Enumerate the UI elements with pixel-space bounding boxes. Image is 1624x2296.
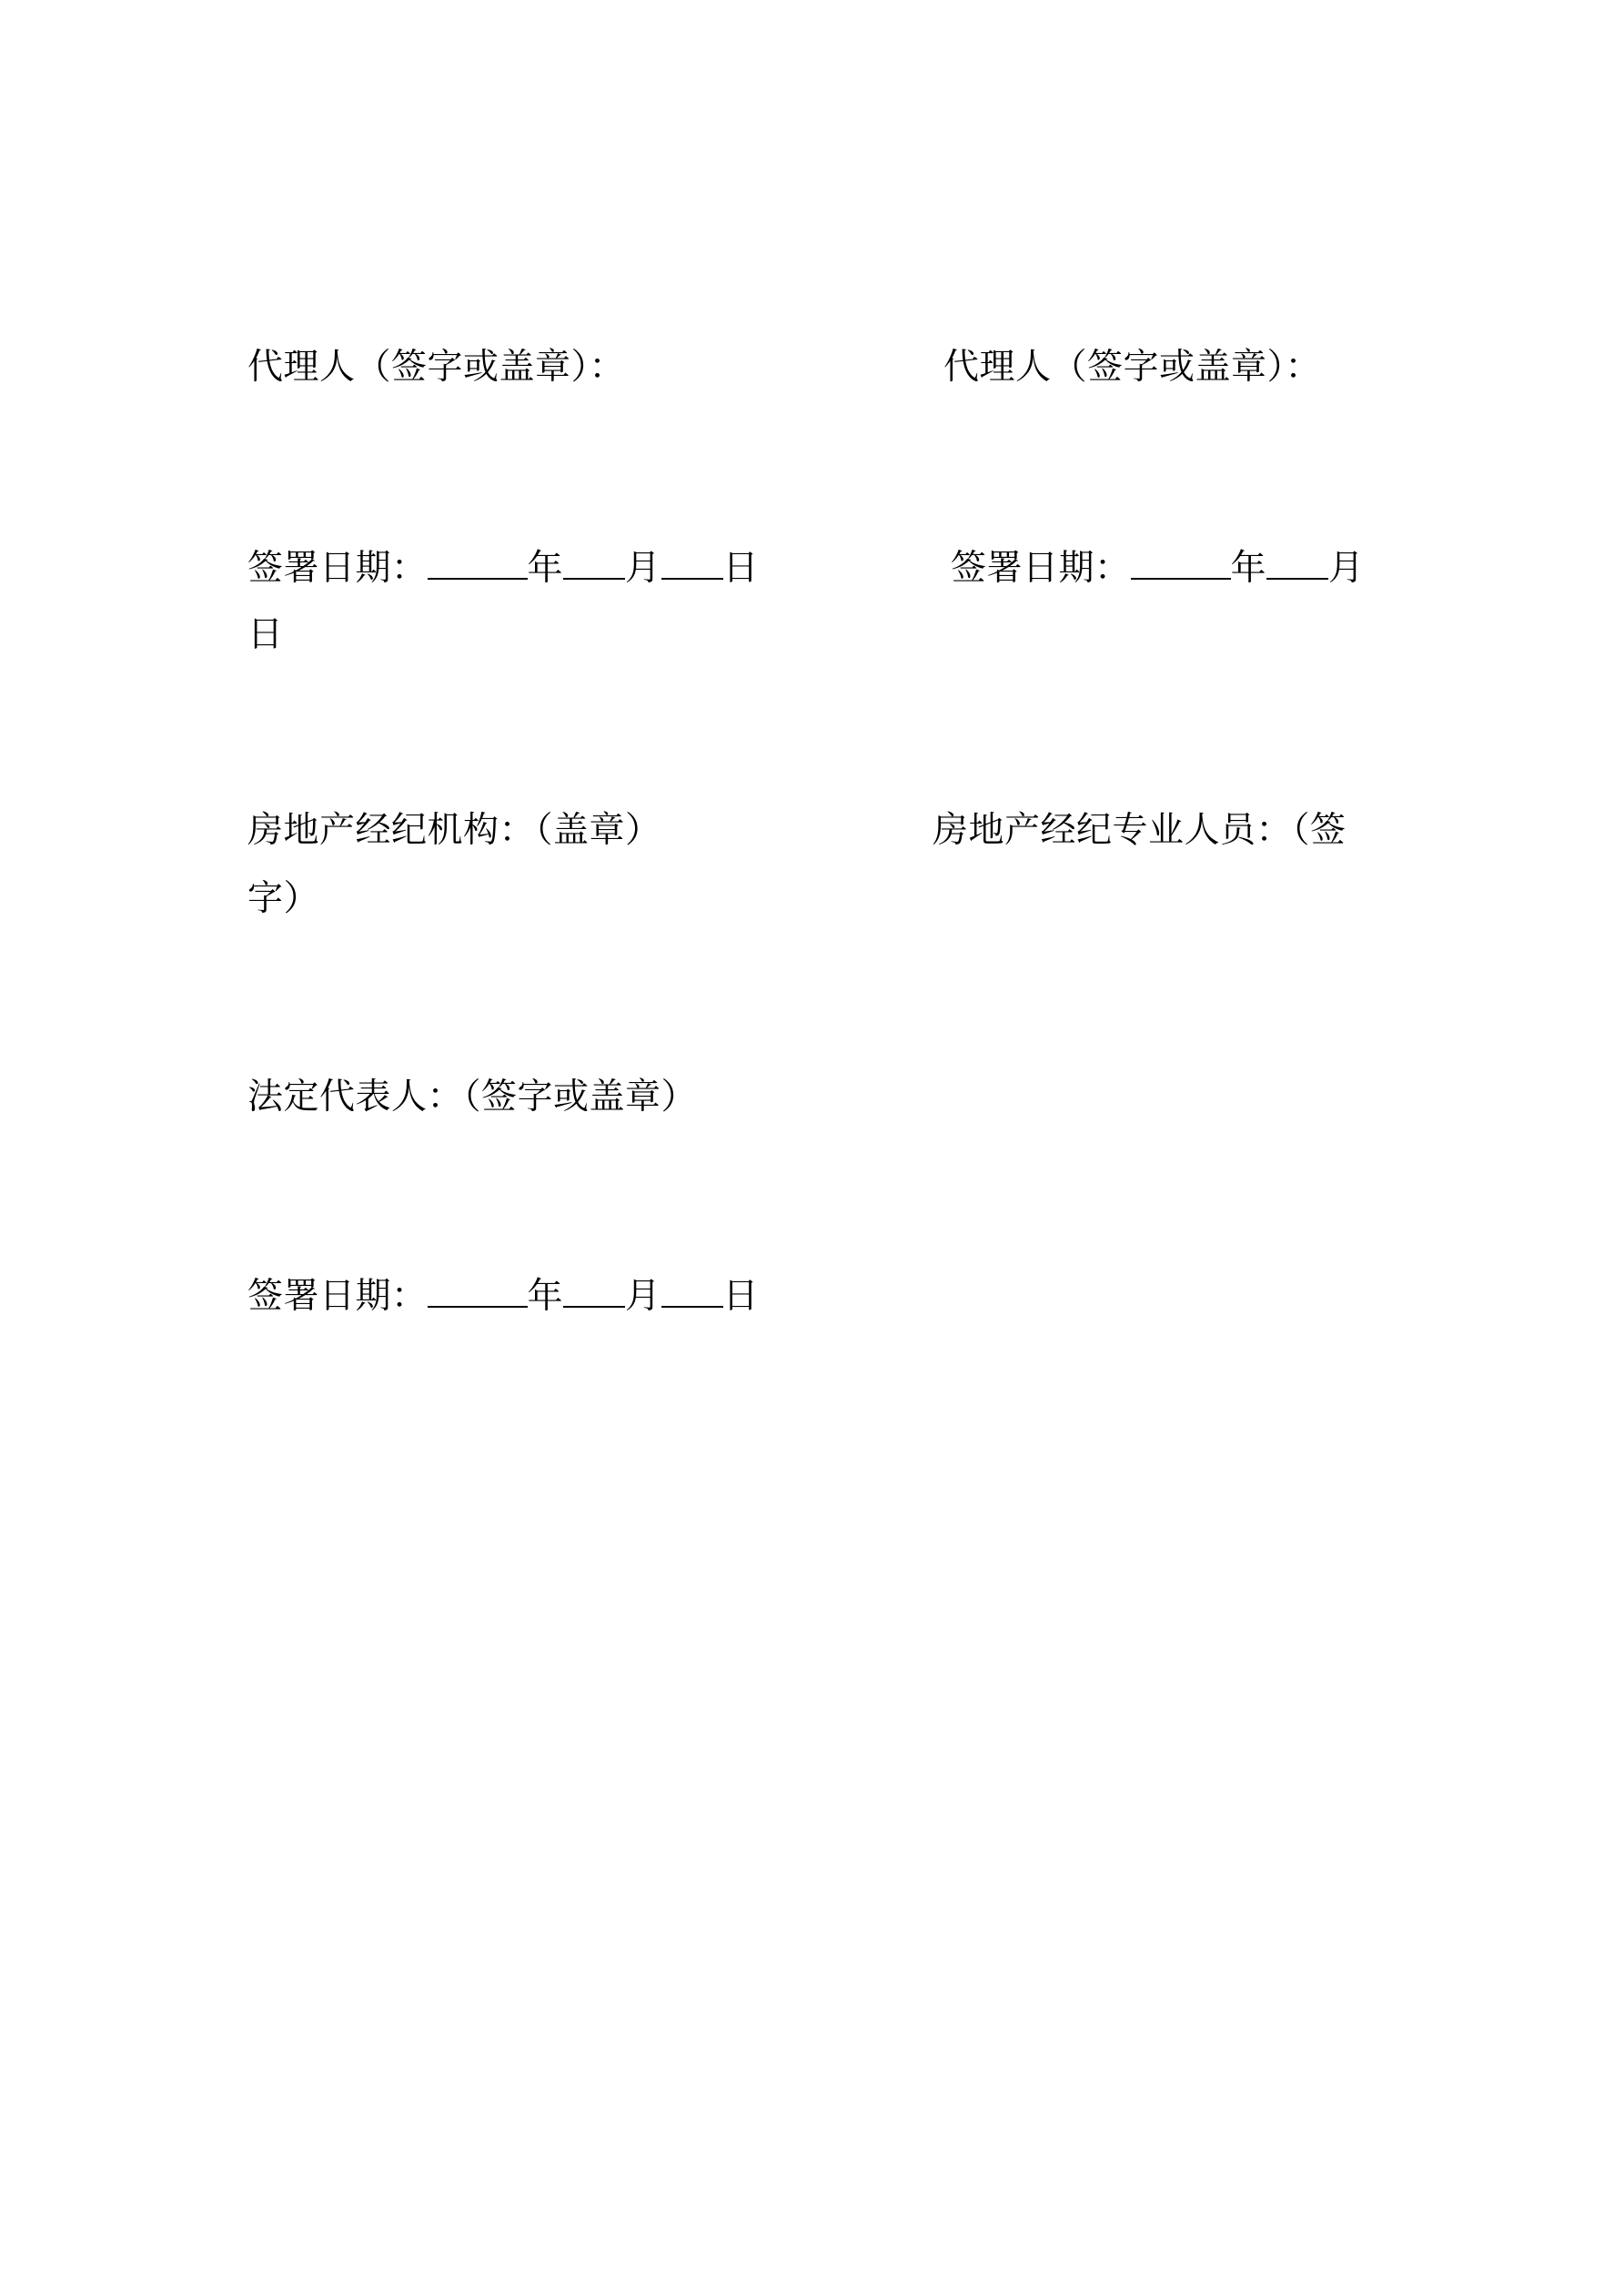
year-blank[interactable] — [428, 549, 528, 580]
month-blank[interactable] — [1266, 549, 1328, 580]
right-agent-label: 代理人（签字或盖章）： — [943, 347, 1322, 388]
left-sign-date — [247, 548, 760, 589]
left-sign-date-2 — [247, 1276, 760, 1317]
month-blank[interactable] — [563, 1277, 625, 1308]
year-blank[interactable] — [428, 1277, 528, 1308]
sign-date-label: 签署日期： — [247, 1276, 428, 1317]
right-agent-pro-label: 房地产经纪专业人员：（签 — [933, 810, 1347, 851]
left-agent-label: 代理人（签字或盖章）： — [247, 347, 626, 388]
agent-pro-label-wrap: 字） — [247, 878, 320, 919]
month-blank[interactable] — [563, 549, 625, 580]
left-sign-date-wrap: 日 — [247, 614, 284, 655]
agency-label: 房地产经纪机构：（盖章） — [247, 810, 661, 851]
month-unit: 月 — [625, 1276, 661, 1317]
day-blank[interactable] — [661, 1277, 723, 1308]
year-unit: 年 — [1230, 548, 1267, 588]
month-unit: 月 — [625, 548, 661, 589]
month-unit: 月 — [1328, 548, 1365, 588]
right-sign-date — [951, 549, 1365, 586]
day-unit: 日 — [722, 548, 760, 589]
day-blank[interactable] — [661, 549, 723, 580]
sign-date-label: 签署日期： — [951, 548, 1131, 588]
year-unit: 年 — [527, 1276, 564, 1317]
legal-rep-label: 法定代表人：（签字或盖章） — [247, 1077, 698, 1118]
sign-date-label: 签署日期： — [247, 548, 428, 589]
year-blank[interactable] — [1131, 549, 1231, 580]
year-unit: 年 — [527, 548, 564, 589]
day-unit: 日 — [722, 1276, 760, 1317]
